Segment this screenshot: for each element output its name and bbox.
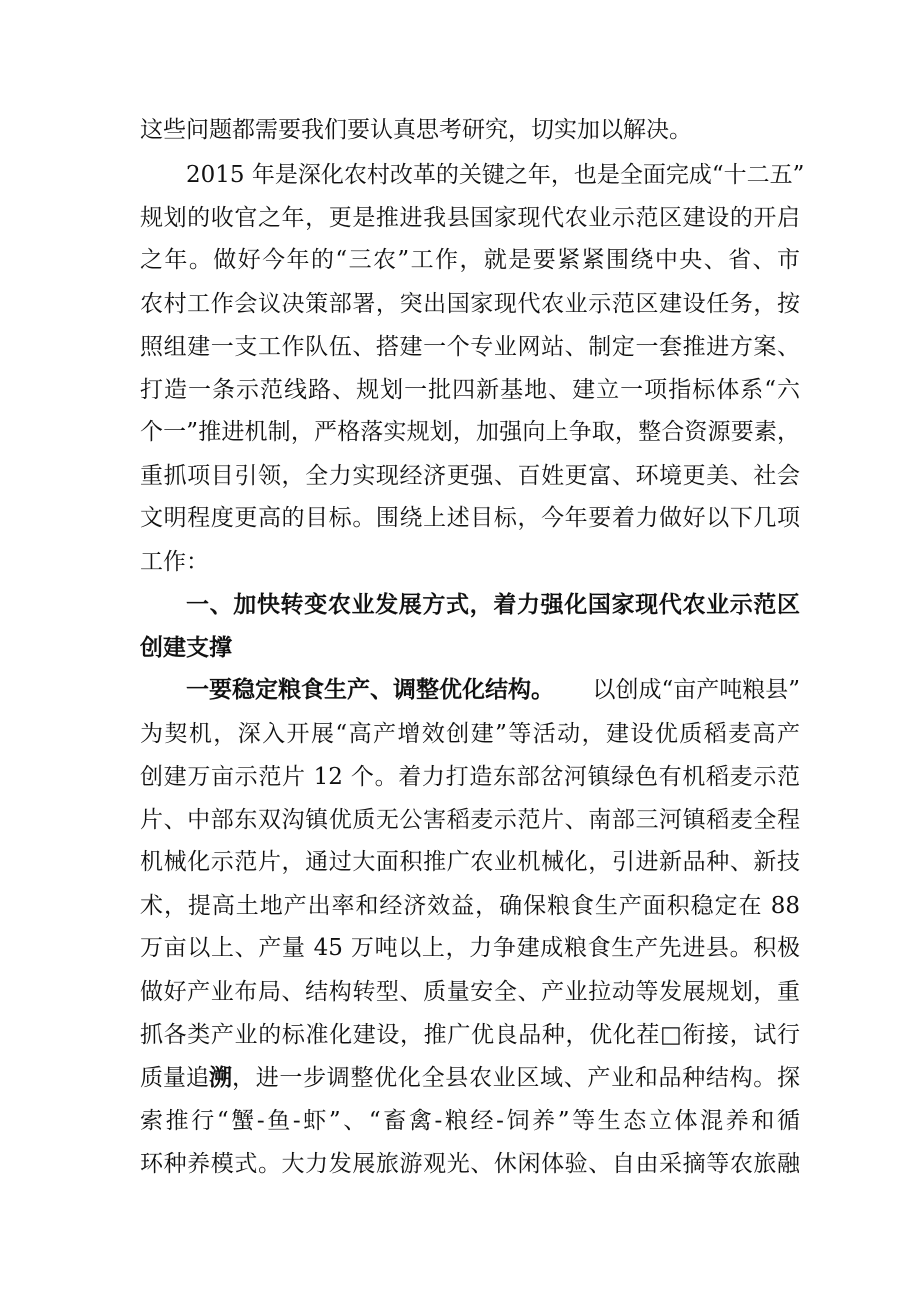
paragraph-line: 重抓项目引领，全力实现经济更强、百姓更富、环境更美、社会 [140, 463, 800, 489]
paragraph-line: 工作： [140, 549, 209, 575]
paragraph-line: 这些问题都需要我们要认真思考研究，切实加以解决。 [140, 117, 692, 143]
section-heading: 创建支撑 [140, 634, 232, 661]
paragraph-line: 个一”推进机制，严格落实规划，加强向上争取，整合资源要素， [140, 419, 800, 445]
paragraph-line: 打造一条示范线路、规划一批四新基地、建立一项指标体系“六 [140, 377, 800, 403]
paragraph-line: 做好产业布局、结构转型、质量安全、产业拉动等发展规划，重 [140, 979, 800, 1005]
paragraph-line: 万亩以上、产量 45 万吨以上，力争建成粮食生产先进县。积极 [140, 935, 800, 961]
emphasized-char: 溯 [209, 1064, 232, 1091]
paragraph-text: 以创成“亩产吨粮县” [592, 677, 800, 703]
paragraph-line: 规划的收官之年，更是推进我县国家现代农业示范区建设的开启 [140, 205, 800, 231]
paragraph-line: 术，提高土地产出率和经济效益，确保粮食生产面积稳定在 88 [140, 893, 800, 919]
section-heading: 一、加快转变农业发展方式，着力强化国家现代农业示范区 [186, 591, 800, 618]
paragraph-line: 2015 年是深化农村改革的关键之年，也是全面完成“十二五” [186, 162, 805, 188]
paragraph-line-mixed [140, 1063, 800, 1093]
subsection-title: 一要稳定粮食生产、调整优化结构。 [186, 676, 554, 703]
paragraph-line: 机械化示范片，通过大面积推广农业机械化，引进新品种、新技 [140, 849, 800, 875]
paragraph-line: 环种养模式。大力发展旅游观光、休闲体验、自由采摘等农旅融 [140, 1151, 800, 1177]
paragraph-line: 文明程度更高的目标。围绕上述目标，今年要着力做好以下几项 [140, 505, 800, 531]
paragraph-text: ，进一步调整优化全县农业区域、产业和品种结构。探 [232, 1065, 800, 1091]
paragraph-line: 照组建一支工作队伍、搭建一个专业网站、制定一套推进方案、 [140, 334, 800, 360]
paragraph-line: 之年。做好今年的“三农”工作，就是要紧紧围绕中央、省、市 [140, 247, 800, 273]
paragraph-line: 农村工作会议决策部署，突出国家现代农业示范区建设任务，按 [140, 291, 800, 317]
paragraph-text: 质量追 [140, 1065, 209, 1091]
subsection-line [186, 675, 800, 705]
paragraph-line: 为契机，深入开展“高产增效创建”等活动，建设优质稻麦高产 [140, 721, 800, 747]
paragraph-line: 抓各类产业的标准化建设，推广优良品种，优化茬□衔接，试行 [140, 1022, 800, 1048]
paragraph-line: 创建万亩示范片 12 个。着力打造东部岔河镇绿色有机稻麦示范 [140, 764, 800, 790]
paragraph-line: 片、中部东双沟镇优质无公害稻麦示范片、南部三河镇稻麦全程 [140, 807, 800, 833]
paragraph-line: 索推行“蟹-鱼-虾”、“畜禽-粮经-饲养”等生态立体混养和循 [140, 1108, 800, 1134]
